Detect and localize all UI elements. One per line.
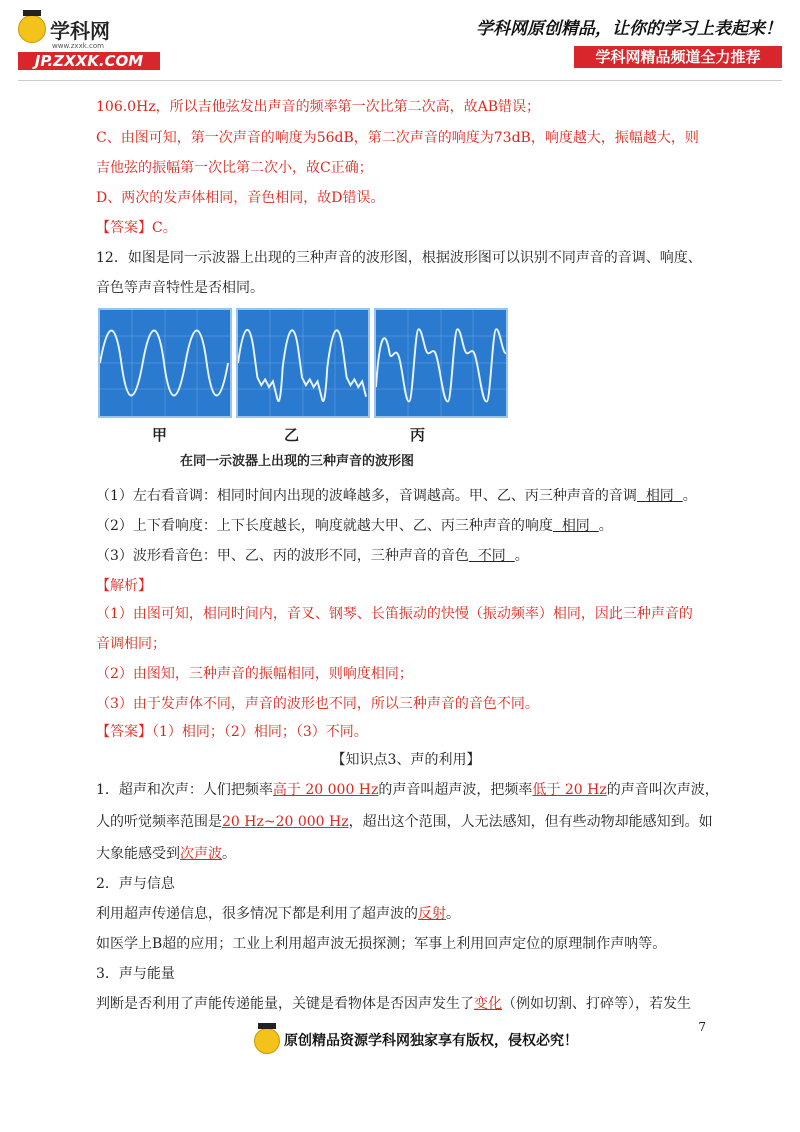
analysis-line: （2）由图知，三种声音的振幅相同，则响度相同； [96, 666, 413, 682]
sub-question-2: （2）上下看响度：上下长度越长，响度就越大甲、乙、丙三种声音的响度 相同 。 [96, 518, 613, 534]
oscilloscope-yi [236, 308, 370, 418]
oscilloscope-bing [374, 308, 508, 418]
text-line: 106.0Hz，所以吉他弦发出声音的频率第一次比第二次高，故AB错误； [96, 99, 541, 115]
knowledge-line: 2．声与信息 [96, 876, 175, 892]
blank-answer-1: 相同 [645, 488, 674, 504]
text-line: 吉他弦的振幅第一次比第二次小，故C正确； [96, 160, 373, 176]
header-channel-banner: 学科网精品频道全力推荐 [574, 46, 782, 68]
question-12-cont: 音色等声音特性是否相同。 [96, 280, 264, 296]
text-line: D、两次的发声体相同，音色相同，故D错误。 [96, 190, 385, 206]
sub-question-3: （3）波形看音色：甲、乙、丙的波形不同，三种声音的音色 不同 。 [96, 548, 529, 564]
oscilloscope-jia [98, 308, 232, 418]
figure-label-bing: 丙 [410, 426, 426, 444]
sub-question-1: （1）左右看音调：相同时间内出现的波峰越多，音调越高。甲、乙、丙三种声音的音调 相同 。 [96, 488, 697, 504]
analysis-line: （1）由图可知，相同时间内，音叉、钢琴、长笛振动的快慢（振动频率）相同，因此三种声音的 [96, 606, 693, 622]
mascot-icon [254, 1028, 280, 1054]
copyright-text: 原创精品资源学科网独家享有版权，侵权必究！ [284, 1033, 578, 1049]
header-slogan: 学科网原创精品，让你的学习上表起来！ [476, 19, 782, 39]
knowledge-line: 人的听觉频率范围是20 Hz~20 000 Hz，超出这个范围，人无法感知，但有些动物却能感知到。如 [96, 814, 713, 830]
knowledge-line: 判断是否利用了声能传递能量，关键是看物体是否因声发生了变化（例如切割、打碎等），若发生 [96, 996, 691, 1012]
question-12: 12．如图是同一示波器上出现的三种声音的波形图，根据波形图可以识别不同声音的音调、响度、 [96, 250, 702, 266]
analysis-heading: 【解析】 [96, 578, 152, 594]
figure-label-yi: 乙 [284, 426, 300, 444]
page-number: 7 [698, 1020, 706, 1034]
logo-url: JP.ZXXK.COM [18, 52, 160, 70]
section-heading: 【知识点3、声的利用】 [331, 752, 481, 768]
answer-line: 【答案】（1）相同；（2）相同；（3）不同。 [96, 724, 368, 740]
header-divider [18, 80, 782, 81]
logo-small-url: www.zxxk.com [52, 42, 104, 50]
knowledge-line: 如医学上B超的应用；工业上利用超声波无损探测；军事上利用回声定位的原理制作声呐等。 [96, 936, 667, 952]
knowledge-line: 3．声与能量 [96, 966, 175, 982]
answer-line: 【答案】C。 [96, 220, 177, 236]
figure-caption: 在同一示波器上出现的三种声音的波形图 [180, 454, 415, 469]
mascot-icon [18, 15, 46, 43]
knowledge-line: 1．超声和次声：人们把频率高于 20 000 Hz的声音叫超声波，把频率低于 20 Hz的声音叫次声波， [96, 782, 719, 798]
blank-answer-3: 不同 [477, 548, 506, 564]
site-logo [18, 14, 160, 72]
analysis-line: （3）由于发声体不同，声音的波形也不同，所以三种声音的音色不同。 [96, 696, 539, 712]
knowledge-line: 利用超声传递信息，很多情况下都是利用了超声波的反射。 [96, 906, 460, 922]
analysis-line: 音调相同； [96, 636, 166, 652]
figure-label-jia: 甲 [152, 426, 168, 444]
blank-answer-2: 相同 [561, 518, 590, 534]
knowledge-line: 大象能感受到次声波。 [96, 846, 236, 862]
footer-notice [254, 1024, 584, 1064]
logo-name: 学科网 [50, 18, 110, 43]
text-line: C、由图可知，第一次声音的响度为56dB，第二次声音的响度为73dB，响度越大，振幅越大，则 [96, 130, 699, 146]
